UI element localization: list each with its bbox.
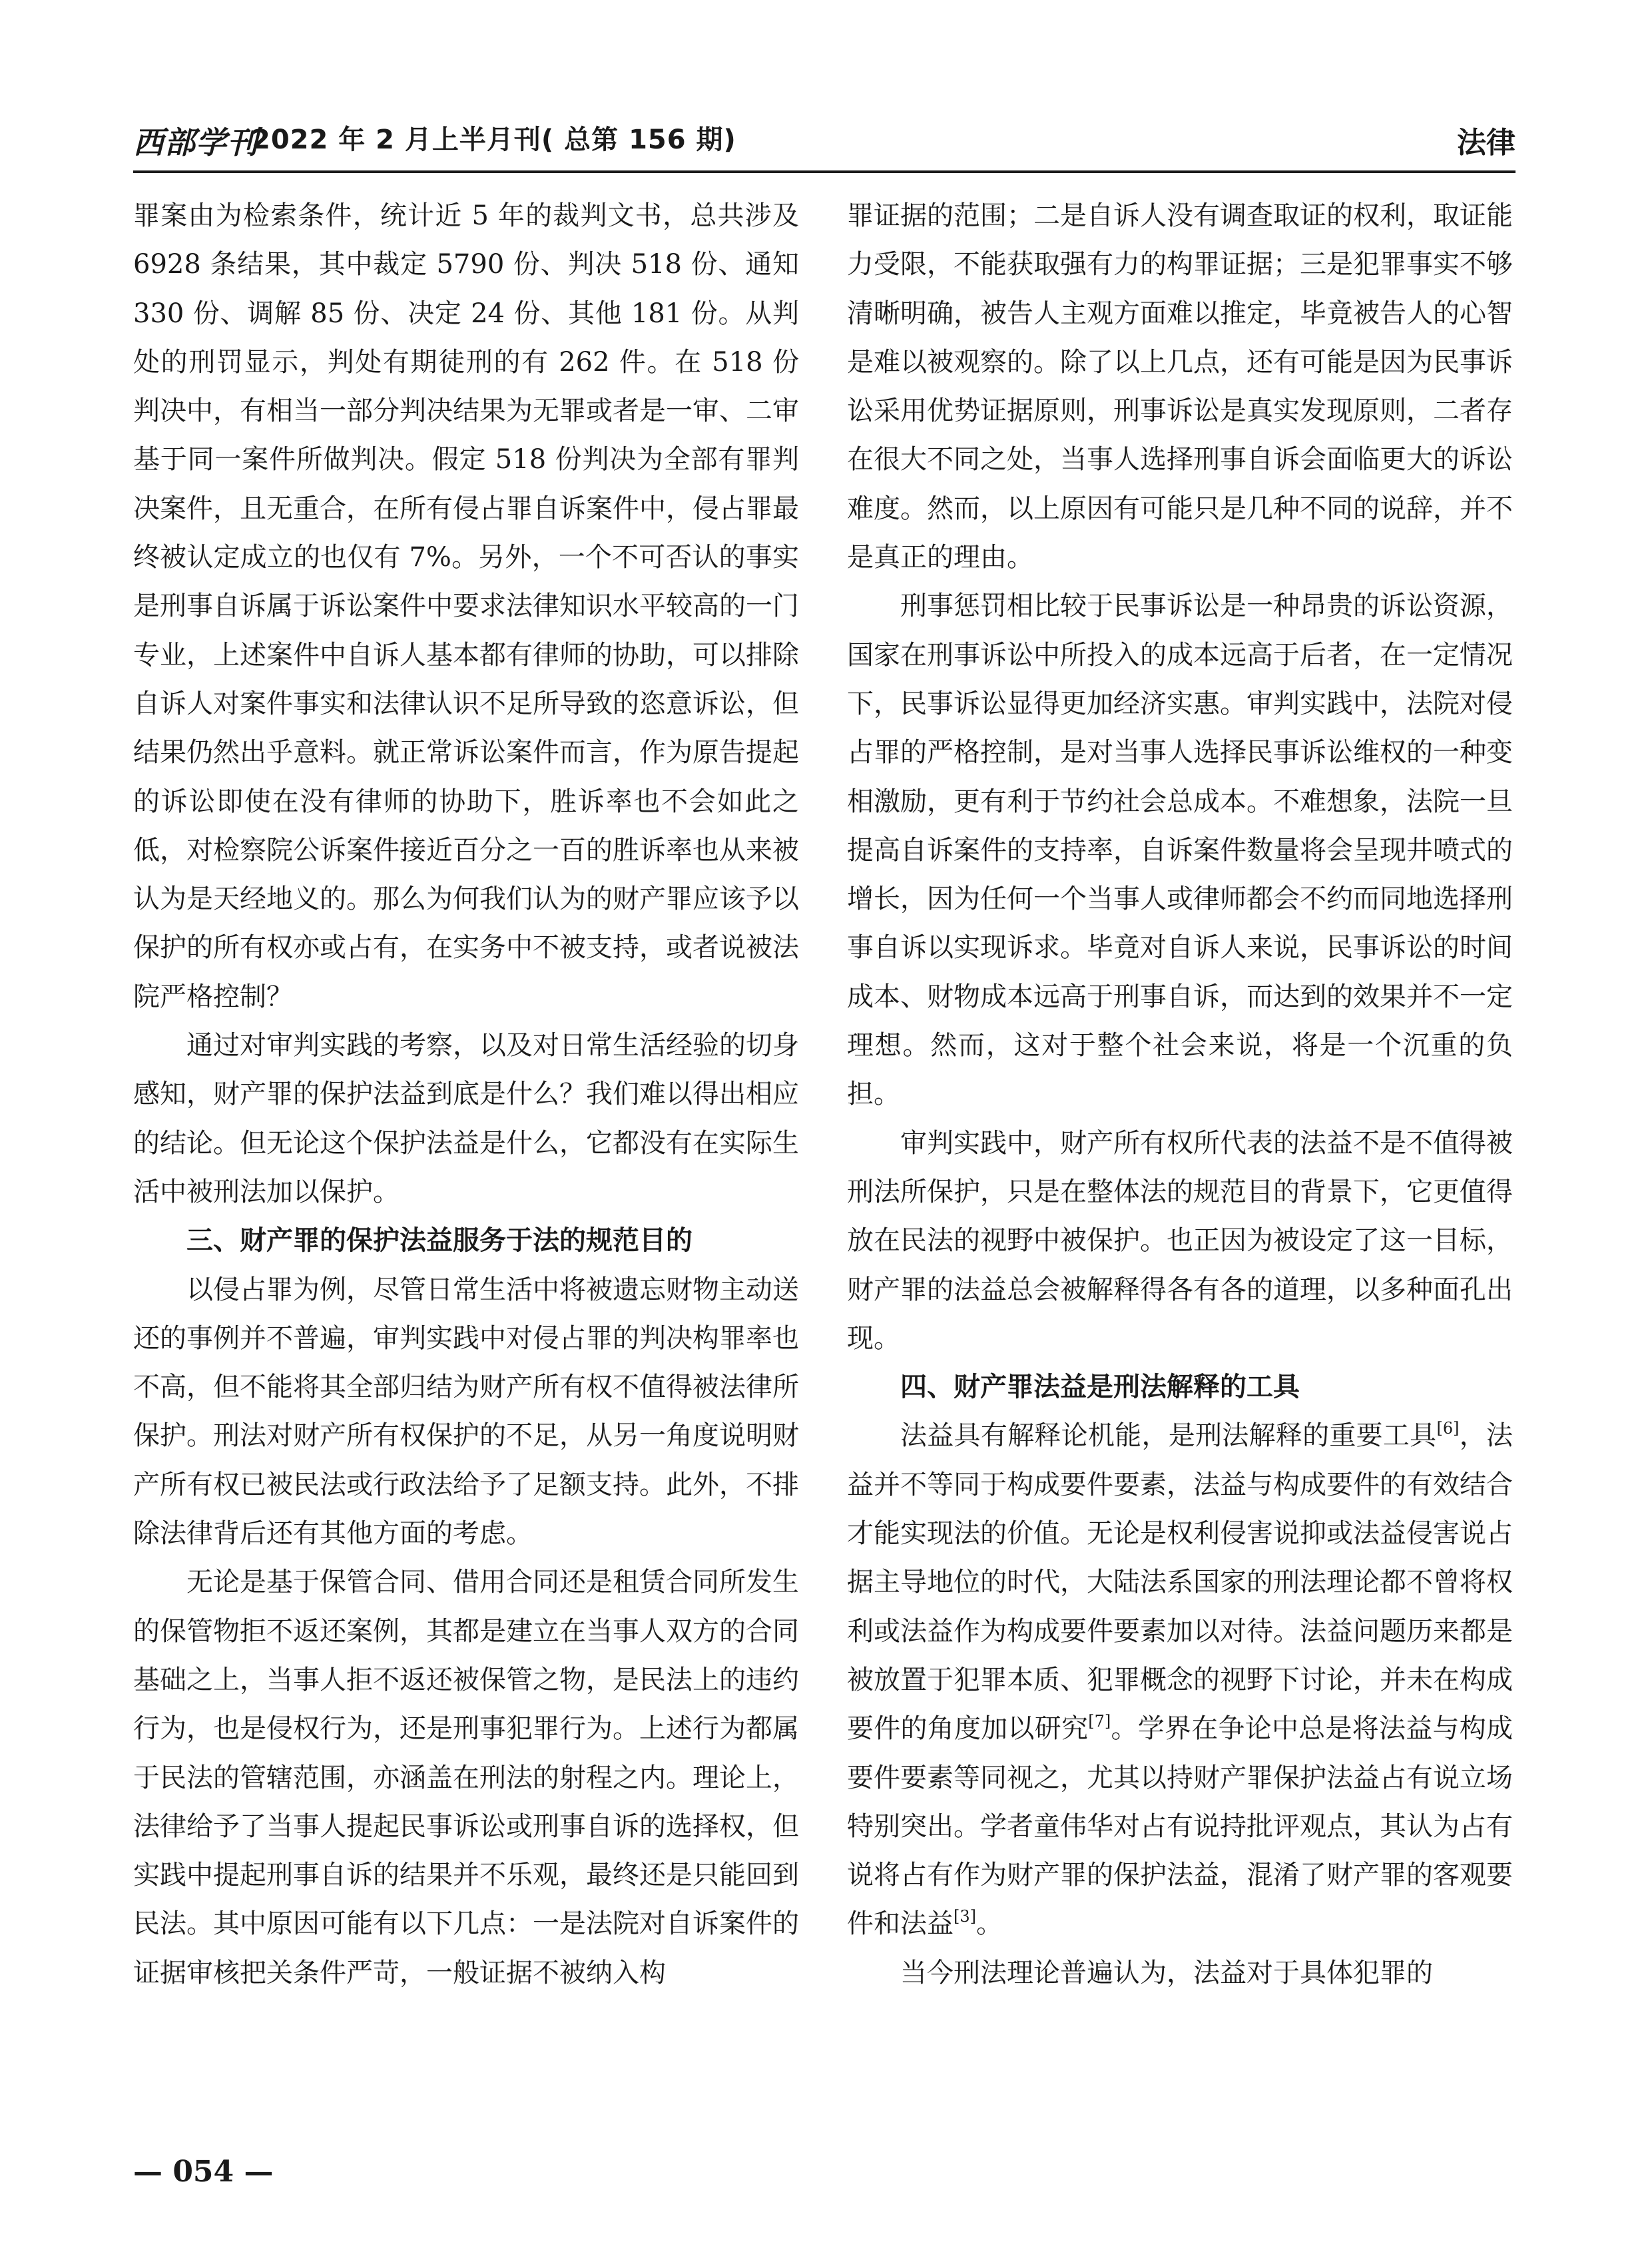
paragraph: 罪证据的范围；二是自诉人没有调查取证的权利，取证能力受限，不能获取强有力的构罪证据；三是犯罪事实不够清晰明确，被告人主观方面难以推定，毕竟被告人的心智是难以被观察的。除了以上几点，还有可能是因为民事诉讼采用优势证据原则，刑事诉讼是真实发现原则，二者存在很大不同之处，当事人选择刑事自诉会面临更大的诉讼难度。然而，以上原因有可能只是几种不同的说辞，并不是真正的理由。	[847, 200, 1513, 573]
paragraph-text: ，法益并不等同于构成要件要素，法益与构成要件的有效结合才能实现法的价值。无论是权利侵害说抑或法益侵害说占据主导地位的时代，大陆法系国家的刑法理论都不曾将权利或法益作为构成要件要素加以对待。法益问题历来都是被放置于犯罪本质、犯罪概念的视野下讨论，并未在构成要件的角度加以研究	[847, 1420, 1514, 1745]
paragraph: 审判实践中，财产所有权所代表的法益不是不值得被刑法所保护，只是在整体法的规范目的背景下，它更值得放在民法的视野中被保护。也正因为被设定了这一目标，财产罪的法益总会被解释得各有各的道理，以多种面孔出现。	[847, 1127, 1513, 1354]
paragraph	[847, 1412, 1513, 1948]
right-column	[847, 192, 1513, 1998]
paragraph: 通过对审判实践的考察，以及对日常生活经验的切身感知，财产罪的保护法益到底是什么？我们难以得出相应的结论。但无论这个保护法益是什么，它都没有在实际生活中被刑法加以保护。	[133, 1030, 799, 1207]
paragraph: 当今刑法理论普遍认为，法益对于具体犯罪的	[900, 1957, 1433, 1988]
paragraph-text: 。	[976, 1908, 1003, 1940]
left-column	[133, 192, 799, 1998]
paragraph-text: 。学界在争论中总是将法益与构成要件要素等同视之，尤其以持财产罪保护法益占有说立场特别突出。学者童伟华对占有说持批评观点，其认为占有说将占有作为财产罪的保护法益，混淆了财产罪的客观要件和法益	[847, 1713, 1513, 1940]
citation-ref: [3]	[954, 1907, 976, 1926]
citation-ref: [6]	[1436, 1419, 1460, 1438]
journal-logo: 西部学刊	[133, 125, 258, 160]
paragraph: 无论是基于保管合同、借用合同还是租赁合同所发生的保管物拒不返还案例，其都是建立在当事人双方的合同基础之上，当事人拒不返还被保管之物，是民法上的违约行为，也是侵权行为，还是刑事犯罪行为。上述行为都属于民法的管辖范围，亦涵盖在刑法的射程之内。理论上，法律给予了当事人提起民事诉讼或刑事自诉的选择权，但实践中提起刑事自诉的结果并不乐观，最终还是只能回到民法。其中原因可能有以下几点：一是法院对自诉案件的证据审核把关条件严苛，一般证据不被纳入构	[133, 1567, 799, 1988]
paragraph: 罪案由为检索条件，统计近 5 年的裁判文书，总共涉及 6928 条结果，其中裁定 5790 份、判决 518 份、通知 330 份、调解 85 份、决定 24 份、其他 181 份。从判处的刑罚显示，判处有期徒刑的有 262 件。在 518 份判决中，有相当一部分判决结果为无罪或者是一审、二审基于同一案件所做判决。假定 518 份判决为全部有罪判决案件，且无重合，在所有侵占罪自诉案件中，侵占罪最终被认定成立的也仅有 7%。另外，一个不可否认的事实是刑事自诉属于诉讼案件中要求法律知识水平较高的一门专业，上述案件中自诉人基本都有律师的协助，可以排除自诉人对案件事实和法律认识不足所导致的恣意诉讼，但结果仍然出乎意料。就正常诉讼案件而言，作为原告提起的诉讼即使在没有律师的协助下，胜诉率也不会如此之低，对检察院公诉案件接近百分之一百的胜诉率也从来被认为是天经地义的。那么为何我们认为的财产罪应该予以保护的所有权亦或占有，在实务中不被支持，或者说被法院严格控制？	[133, 200, 799, 1012]
citation-ref: [7]	[1088, 1712, 1111, 1731]
paragraph: 以侵占罪为例，尽管日常生活中将被遗忘财物主动送还的事例并不普遍，审判实践中对侵占罪的判决构罪率也不高，但不能将其全部归结为财产所有权不值得被法律所保护。刑法对财产所有权保护的不足，从另一角度说明财产所有权已被民法或行政法给予了足额支持。此外，不排除法律背后还有其他方面的考虑。	[133, 1274, 799, 1549]
header-rule	[133, 170, 1515, 173]
section-heading: 三、财产罪的保护法益服务于法的规范目的	[186, 1225, 692, 1257]
section-heading: 四、财产罪法益是刑法解释的工具	[900, 1372, 1300, 1403]
issue-line: 2022 年 2 月上半月刊( 总第 156 期)	[252, 125, 736, 155]
section-name: 法律	[1457, 126, 1515, 160]
running-header	[133, 117, 1515, 164]
paragraph-text: 法益具有解释论机能，是刑法解释的重要工具	[900, 1420, 1437, 1452]
page-number: — 054 —	[133, 2155, 274, 2189]
paragraph: 刑事惩罚相比较于民事诉讼是一种昂贵的诉讼资源，国家在刑事诉讼中所投入的成本远高于后者，在一定情况下，民事诉讼显得更加经济实惠。审判实践中，法院对侵占罪的严格控制，是对当事人选择民事诉讼维权的一种变相激励，更有利于节约社会总成本。不难想象，法院一旦提高自诉案件的支持率，自诉案件数量将会呈现井喷式的增长，因为任何一个当事人或律师都会不约而同地选择刑事自诉以实现诉求。毕竟对自诉人来说，民事诉讼的时间成本、财物成本远高于刑事自诉，而达到的效果并不一定理想。然而，这对于整个社会来说，将是一个沉重的负担。	[847, 591, 1513, 1110]
